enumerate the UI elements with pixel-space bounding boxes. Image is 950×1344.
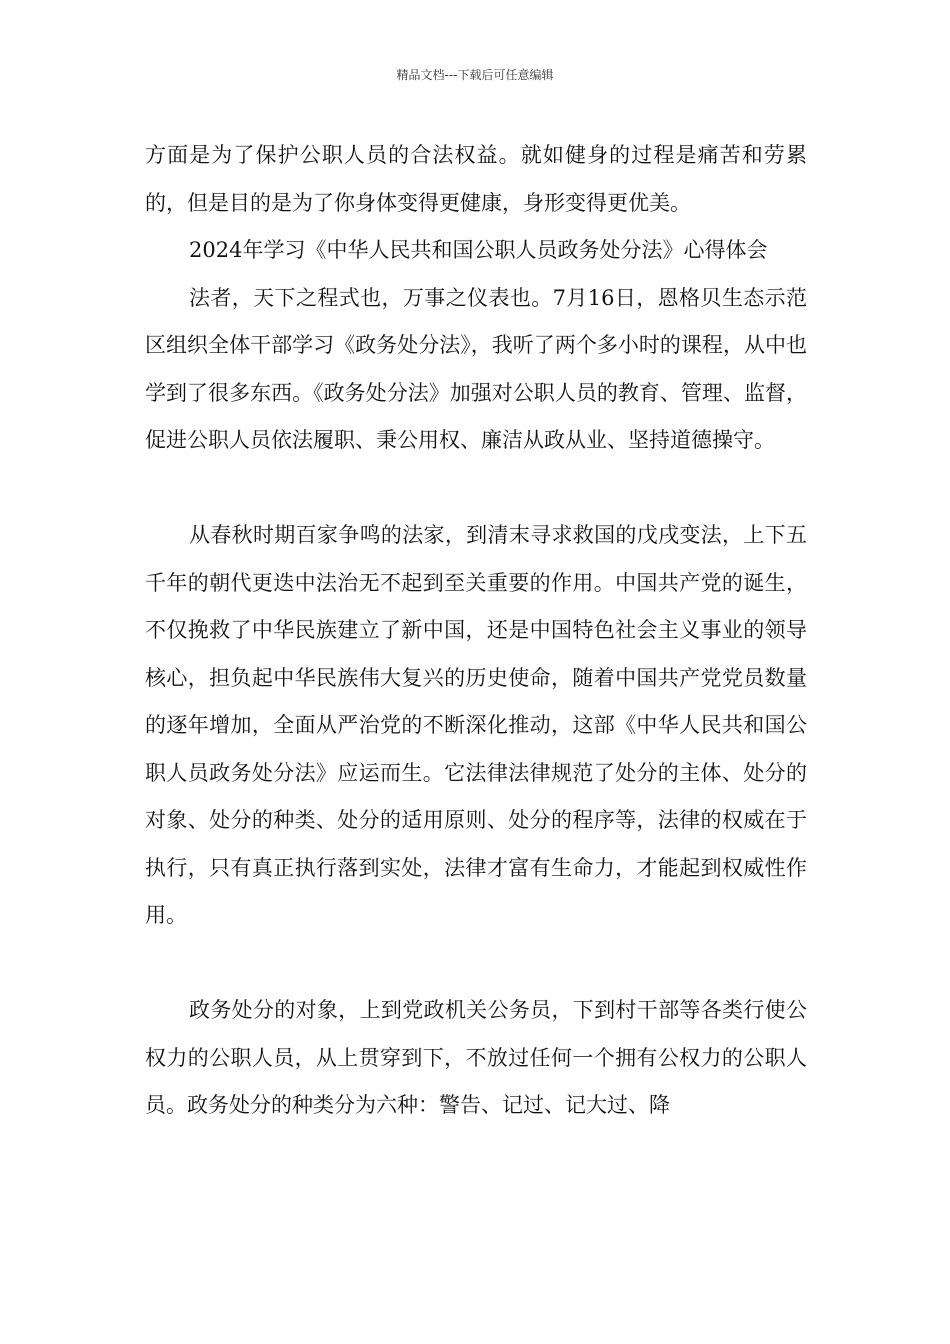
paragraph-gap [145,465,807,513]
paragraph-history: 从春秋时期百家争鸣的法家，到清末寻求救国的戊戌变法，上下五千年的朝代更迭中法治无不起到至关重要的作用。中国共产党的诞生，不仅挽救了中华民族建立了新中国，还是中国特色社会主义事业的领导核心，担负起中华民族伟大复兴的历史使命，随着中国共产党党员数量的逐年增加，全面从严治党的不断深化推动，这部《中华人民共和国公职人员政务处分法》应运而生。它法律法律规范了处分的主体、处分的对象、处分的种类、处分的适用原则、处分的程序等，法律的权威在于执行，只有真正执行落到实处，法律才富有生命力，才能起到权威性作用。 [145,523,807,927]
paragraph-gap [145,940,807,988]
document-title: 2024年学习《中华人民共和国公职人员政务处分法》心得体会 [189,238,768,262]
paragraph-intro: 法者，天下之程式也，万事之仪表也。7月16日，恩格贝生态示范区组织全体干部学习《政务处分法》，我听了两个多小时的课程，从中也学到了很多东西。《政务处分法》加强对公职人员的教育、管理、监督，促进公职人员依法履职、秉公用权、廉洁从政从业、坚持道德操守。 [145,285,807,452]
paragraph-objects: 政务处分的对象，上到党政机关公务员，下到村干部等各类行使公权力的公职人员，从上贯穿到下，不放过任何一个拥有公权力的公职人员。政务处分的种类分为六种：警告、记过、记大过、降 [145,998,807,1117]
document-body [145,132,807,1130]
page-header: 精品文档---下载后可任意编辑 [396,68,554,82]
paragraph-continuation: 方面是为了保护公职人员的合法权益。就如健身的过程是痛苦和劳累的，但是目的是为了你身体变得更健康，身形变得更优美。 [145,143,807,215]
